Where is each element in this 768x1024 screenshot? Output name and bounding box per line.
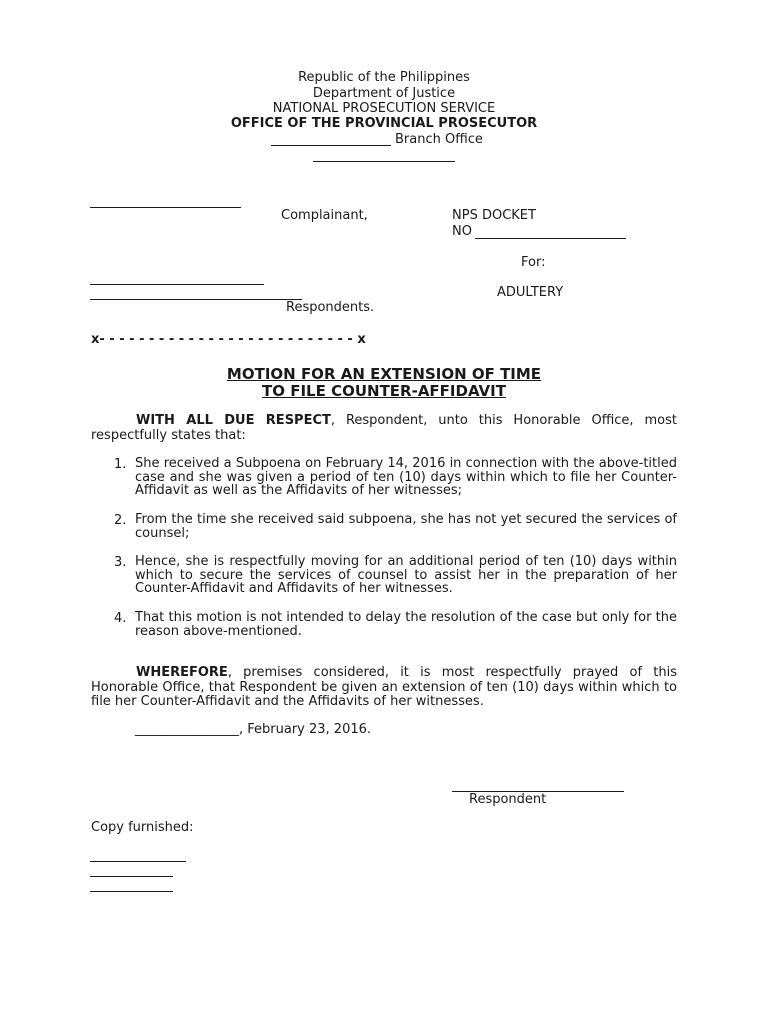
- header-republic: Republic of the Philippines: [298, 70, 470, 85]
- copy-recipient-blank-3: [90, 891, 173, 892]
- date-line: ________________, February 23, 2016.: [135, 722, 372, 737]
- wherefore-rest: , premises considered, it is most respectfully prayed of this Honorable Office, that Respondent be given an extension of ten (10) days within which to file her Counter-Affidavit and the Affidavits of her witnesses.: [91, 665, 677, 709]
- header-department: Department of Justice: [312, 86, 456, 101]
- list-item: She received a Subpoena on February 14, 2016 in connection with the above-titled case and she was given a period of ten (10) days within which to file her Counter-Affidavit as well as the Affidavits of her witnesses;: [135, 456, 677, 498]
- offense-label: ADULTERY: [497, 285, 564, 300]
- branch-name-blank: [271, 145, 391, 146]
- item-number: 1.: [114, 457, 127, 472]
- list-item: From the time she received said subpoena, she has not yet secured the services of counsel;: [135, 512, 677, 541]
- signature-label: Respondent: [469, 792, 547, 807]
- complainant-name-blank: [90, 207, 241, 208]
- respondent-name-blank-2: [90, 299, 302, 300]
- title-line-2: TO FILE COUNTER-AFFIDAVIT: [262, 382, 506, 400]
- item-number: 4.: [114, 611, 127, 626]
- intro-paragraph: [91, 414, 677, 443]
- wherefore-paragraph: [91, 666, 677, 710]
- header-address-blank: [313, 161, 455, 162]
- item-number: 3.: [114, 555, 127, 570]
- docket-no-blank: [475, 238, 626, 239]
- for-label: For:: [521, 255, 546, 270]
- list-item: Hence, she is respectfully moving for an additional period of ten (10) days within which to secure the services of counsel to assist her in the preparation of her Counter-Affidavit and Affidavits of her witnesses.: [135, 554, 677, 596]
- respondent-name-blank-1: [90, 284, 264, 285]
- list-item: That this motion is not intended to delay the resolution of the case but only for the reason above-mentioned.: [135, 610, 677, 639]
- item-number: 2.: [114, 513, 127, 528]
- document-title-2: [0, 383, 768, 400]
- caption-separator: x- - - - - - - - - - - - - - - - - - - - - - - - - - x: [91, 332, 366, 347]
- header-office: OFFICE OF THE PROVINCIAL PROSECUTOR: [230, 116, 538, 131]
- copy-recipient-blank-1: [90, 861, 186, 862]
- docket-no-label: NO: [452, 224, 472, 239]
- wherefore-lead: WHEREFORE: [136, 665, 228, 680]
- document-title: [0, 366, 768, 383]
- copy-furnished-label: Copy furnished:: [91, 820, 194, 835]
- docket-label: NPS DOCKET: [452, 208, 536, 223]
- title-line-1: MOTION FOR AN EXTENSION OF TIME: [226, 365, 542, 383]
- intro-lead: WITH ALL DUE RESPECT: [136, 413, 331, 428]
- intro-rest: , Respondent, unto this Honorable Office, most respectfully states that:: [91, 413, 677, 443]
- header-branch-office: Branch Office: [395, 132, 483, 147]
- respondents-label: Respondents.: [286, 300, 375, 315]
- copy-recipient-blank-2: [90, 876, 173, 877]
- header-nps: NATIONAL PROSECUTION SERVICE: [272, 101, 496, 116]
- complainant-label: Complainant,: [281, 208, 368, 223]
